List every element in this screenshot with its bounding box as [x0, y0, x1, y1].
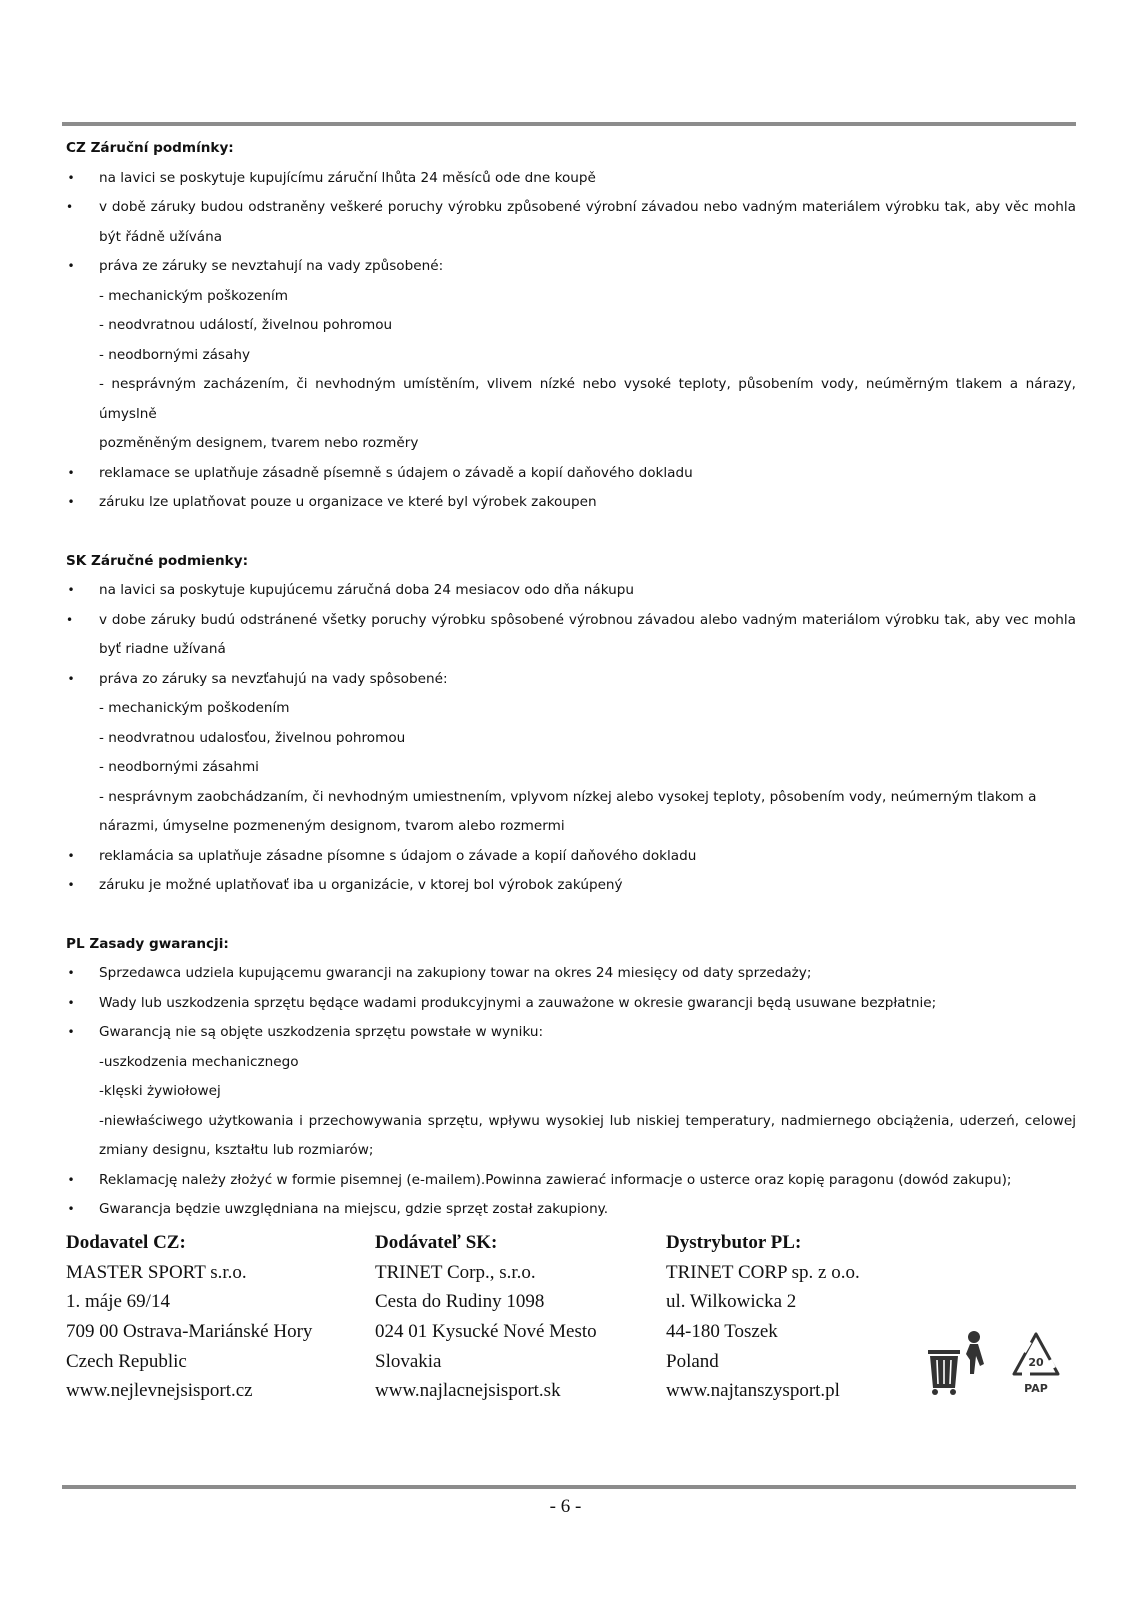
- cz-sub-4-cont: pozměněným designem, tvarem nebo rozměry: [99, 435, 419, 451]
- cz-bullet-4: • reklamace se uplatňuje zásadně písemně s údajem o závadě a kopií daňového dokladu: [66, 459, 1076, 489]
- recycling-icons: [926, 1330, 1076, 1410]
- pl-bullet-2: • Wady lub uszkodzenia sprzętu będące wadami produkcyjnymi a zauważone w okresie gwarancji będą usuwane bezpłatnie;: [66, 989, 1076, 1019]
- cz-sub-3: - neodbornými zásahy: [99, 346, 250, 363]
- sk-sub-3: - neodbornými zásahmi: [99, 759, 259, 775]
- pl-bullet-1: • Sprzedawca udziela kupującemu gwarancji na zakupiony towar na okres 24 miesięcy od daty sprzedaży;: [66, 959, 1076, 989]
- bullet-icon: •: [67, 878, 75, 892]
- bullet-icon: •: [67, 1172, 75, 1187]
- cz-bullet-2-cont: být řádně užívána: [99, 228, 223, 245]
- cz-section: [66, 134, 1076, 518]
- bullet-icon: •: [66, 612, 74, 627]
- sk-title: SK Záručné podmienky:: [66, 552, 249, 569]
- pl-sub-3-cont: zmiany designu, kształtu lub rozmiarów;: [99, 1142, 374, 1158]
- pl-sub-2: -klęski żywiołowej: [99, 1083, 221, 1099]
- bullet-icon: •: [66, 200, 74, 214]
- supplier-sk-web: www.najlacnejsisport.sk: [375, 1380, 561, 1402]
- sk-sub-4: - nesprávnym zaobchádzaním, či nevhodným umiestnením, vplyvom nízkej alebo vysokej teploty, pôsobením vody, neúmerným tlakom a: [99, 788, 1037, 805]
- page-number: - 6 -: [549, 1496, 582, 1517]
- supplier-cz: [66, 1228, 312, 1406]
- supplier-cz-web: www.nejlevnejsisport.cz: [66, 1380, 253, 1402]
- sk-bullet-1: • na lavici sa poskytuje kupujúcemu záručná doba 24 mesiacov odo dňa nákupu: [66, 576, 1076, 606]
- pl-sub-3: -niewłaściwego użytkowania i przechowywania sprzętu, wpływu wysokiej lub niskiej temperatury, nadmiernego obciążenia, uderzeń, celowej: [99, 1112, 1076, 1129]
- supplier-sk-street: Cesta do Rudiny 1098: [375, 1291, 545, 1313]
- bullet-icon: •: [67, 583, 75, 597]
- sk-bullet-2-cont: byť riadne užívaná: [99, 641, 226, 657]
- bullet-icon: •: [67, 848, 75, 863]
- bullet-icon: •: [67, 671, 75, 686]
- cz-sub-1: - mechanickým poškozením: [99, 287, 288, 304]
- pl-title: PL Zasady gwarancji:: [66, 935, 229, 952]
- supplier-pl-street: ul. Wilkowicka 2: [666, 1291, 797, 1313]
- sk-bullet-4: • reklamácia sa uplatňuje zásadne písomne s údajom o závade a kopií daňového dokladu: [66, 842, 1076, 872]
- supplier-cz-country: Czech Republic: [66, 1350, 187, 1372]
- supplier-pl-country: Poland: [666, 1350, 719, 1372]
- pl-bullet-5: • Gwarancja będzie uwzględniana na miejscu, gdzie sprzęt został zakupiony.: [66, 1195, 1076, 1225]
- warranty-content: [66, 134, 1076, 1254]
- disposal-icons-svg: [926, 1330, 1076, 1410]
- pl-sub-1: -uszkodzenia mechanicznego: [99, 1053, 299, 1070]
- supplier-pl-web: www.najtanszysport.pl: [666, 1380, 840, 1402]
- cz-bullet-1: • na lavici se poskytuje kupujícímu záruční lhůta 24 měsíců ode dne koupě: [66, 164, 1076, 194]
- trash-bin-icon: [928, 1331, 984, 1395]
- cz-sub-2: - neodvratnou událostí, živelnou pohromou: [99, 317, 393, 333]
- bullet-icon: •: [67, 1025, 75, 1039]
- sk-sub-2: - neodvratnou udalosťou, živelnou pohromou: [99, 729, 406, 746]
- sk-sub-4-cont: nárazmi, úmyselne pozmeneným designom, tvarom alebo rozmermi: [99, 818, 565, 834]
- sk-section: [66, 547, 1076, 901]
- bullet-icon: •: [67, 1202, 75, 1216]
- sk-sub-1: - mechanickým poškodením: [99, 700, 290, 716]
- cz-bullet-2: • v době záruky budou odstraněny veškeré poruchy výrobku způsobené výrobní závadou nebo vadným materiálem výrobku tak, aby věc mohla: [66, 193, 1076, 223]
- pl-section: [66, 930, 1076, 1225]
- bullet-icon: •: [67, 259, 75, 273]
- pl-bullet-3: • Gwarancją nie są objęte uszkodzenia sprzętu powstałe w wyniku:: [66, 1018, 1076, 1048]
- bullet-icon: •: [67, 966, 75, 980]
- bullet-icon: •: [67, 465, 75, 480]
- cz-bullet-5: • záruku lze uplatňovat pouze u organizace ve které byl výrobek zakoupen: [66, 488, 1076, 518]
- supplier-sk-title: Dodávateľ SK:: [375, 1232, 498, 1253]
- sk-bullet-3: • práva zo záruky sa nevzťahujú na vady spôsobené:: [66, 665, 1076, 695]
- cz-title: CZ Záruční podmínky:: [66, 140, 234, 156]
- bullet-icon: •: [67, 995, 75, 1010]
- supplier-pl-company: TRINET CORP sp. z o.o.: [666, 1261, 860, 1283]
- sk-bullet-5: • záruku je možné uplatňovať iba u organizácie, v ktorej bol výrobok zakúpený: [66, 871, 1076, 901]
- supplier-sk-city: 024 01 Kysucké Nové Mesto: [375, 1321, 597, 1343]
- pl-bullet-4: • Reklamację należy złożyć w formie pisemnej (e-mailem).Powinna zawierać informacje o usterce oraz kopię paragonu (dowód zakupu);: [66, 1166, 1076, 1196]
- bullet-icon: •: [67, 170, 75, 185]
- supplier-cz-title: Dodavatel CZ:: [66, 1232, 186, 1253]
- cz-sub-4: - nesprávným zacházením, či nevhodným umístěním, vlivem nízké nebo vysoké teploty, působením vody, neúměrným tlakem a nárazy, úmyslně: [99, 376, 1076, 422]
- supplier-pl: [666, 1228, 860, 1406]
- recycle-number: 20: [1028, 1356, 1044, 1369]
- bullet-icon: •: [67, 495, 75, 509]
- supplier-sk-country: Slovakia: [375, 1350, 442, 1372]
- supplier-cz-company: MASTER SPORT s.r.o.: [66, 1261, 247, 1283]
- supplier-cz-city: 709 00 Ostrava-Mariánské Hory: [66, 1321, 313, 1343]
- supplier-pl-city: 44-180 Toszek: [666, 1321, 778, 1343]
- bottom-rule: [62, 1485, 1076, 1489]
- cz-bullet-3: • práva ze záruky se nevztahují na vady způsobené:: [66, 252, 1076, 282]
- recycle-code: PAP: [1024, 1382, 1048, 1395]
- supplier-cz-street: 1. máje 69/14: [66, 1291, 170, 1313]
- sk-bullet-2: • v dobe záruky budú odstránené všetky poruchy výrobku spôsobené výrobnou závadou alebo vadným materiálom výrobku tak, aby vec mohla: [66, 606, 1076, 636]
- supplier-sk-company: TRINET Corp., s.r.o.: [375, 1261, 536, 1283]
- top-rule: [62, 122, 1076, 126]
- supplier-sk: [375, 1228, 597, 1406]
- supplier-pl-title: Dystrybutor PL:: [666, 1232, 802, 1253]
